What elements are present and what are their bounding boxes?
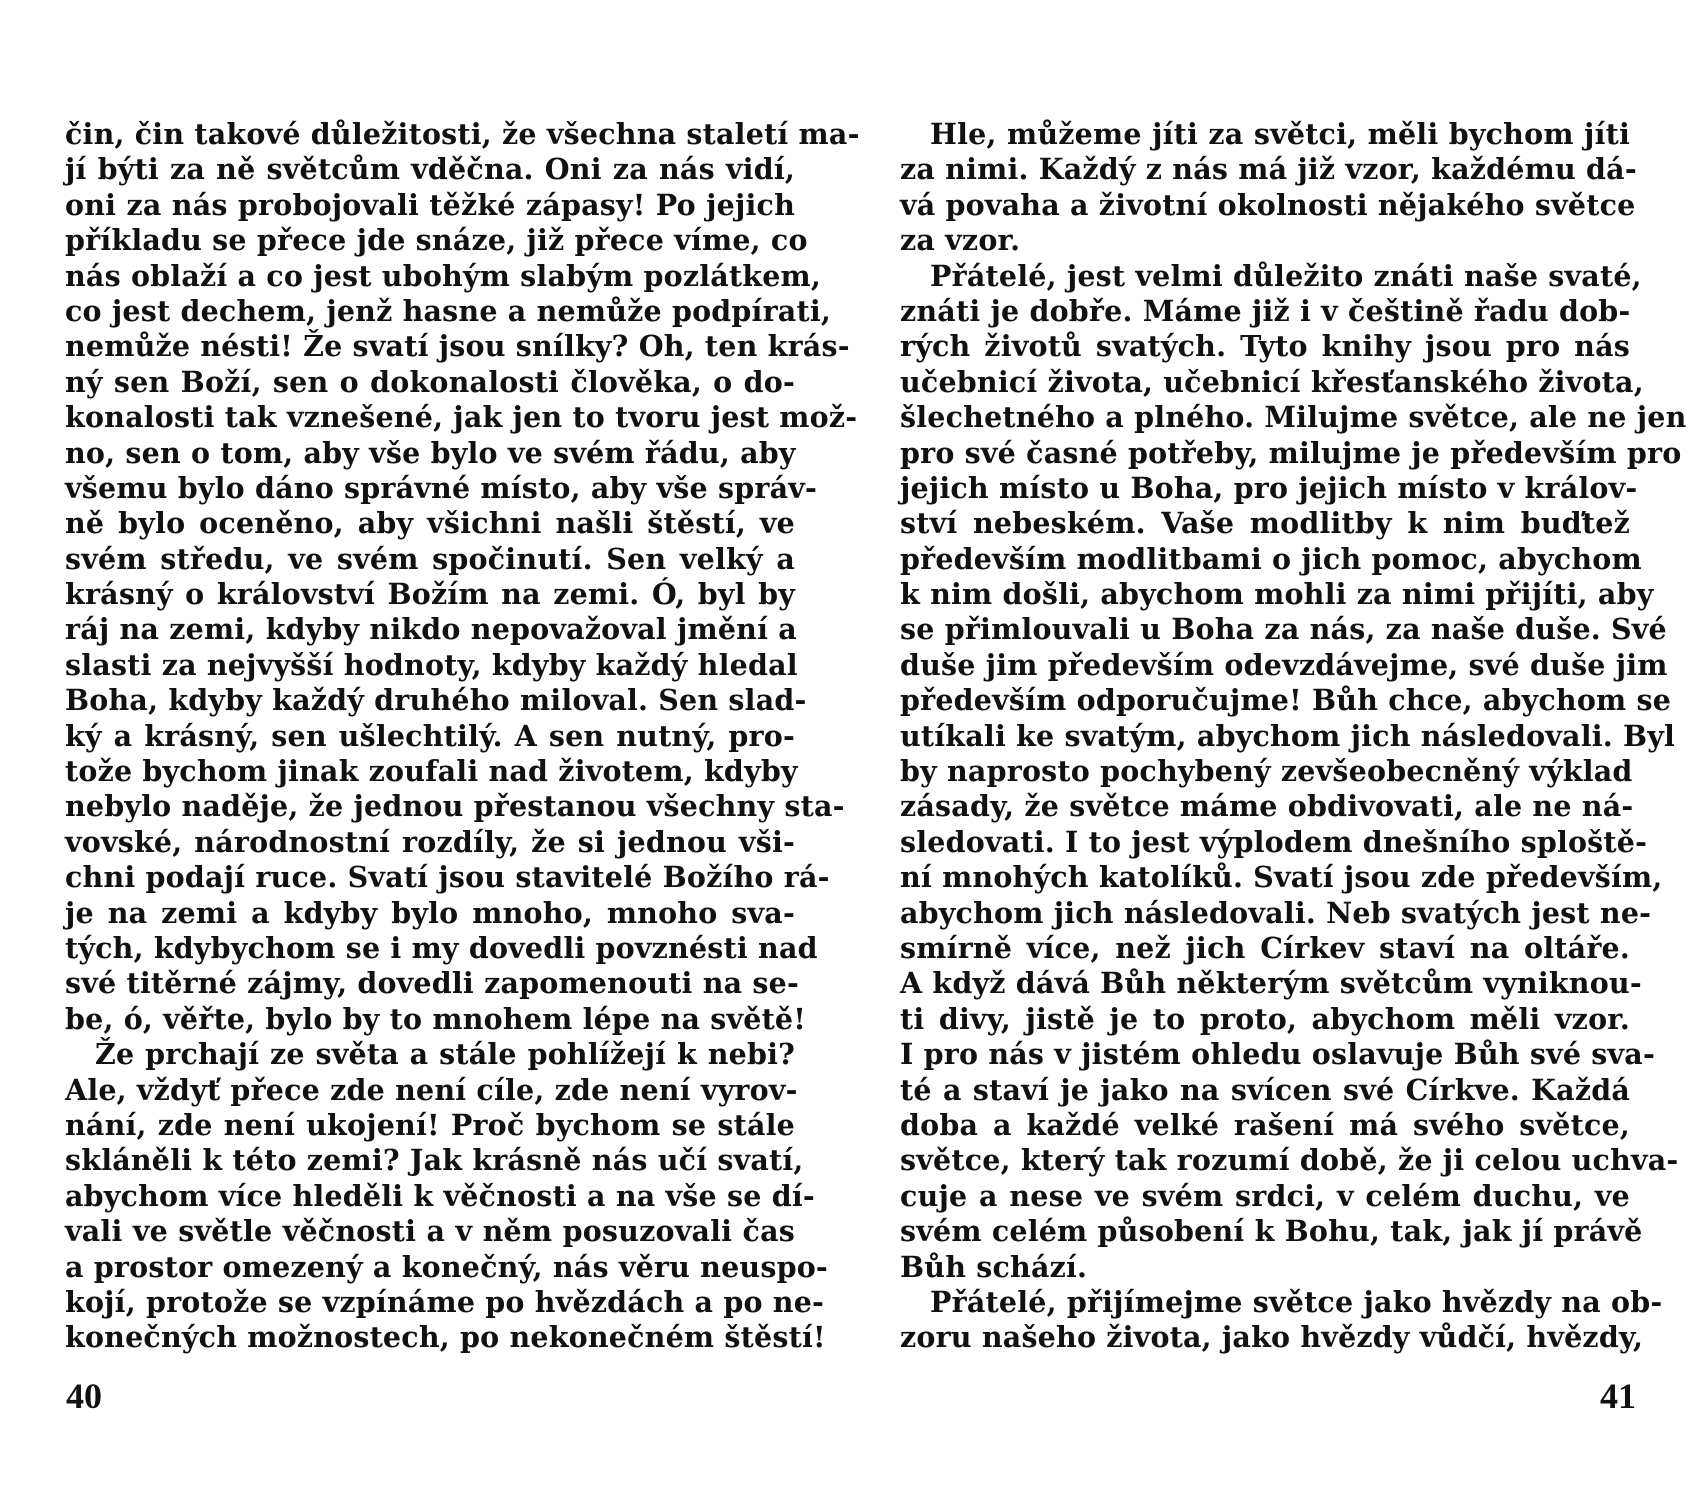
text-line: co jest dechem, jenž hasne a nemůže podpírati, [65,293,831,328]
text-line: konalosti tak vznešené, jak jen to tvoru jest mož- [65,400,858,435]
page-number: 41 [1600,1376,1636,1416]
text-line: sledovati. I to jest výplodem dnešního sploště- [900,824,1648,859]
text-line: nání, zde není ukojení! Proč bychom se stále [65,1107,795,1142]
text-line: A když dává Bůh některým světcům vyniknou- [900,966,1642,1001]
text-line: ráj na zemi, kdyby nikdo nepovažoval jmění a [65,612,797,647]
text-line: jejich místo u Boha, pro jejich místo v králov- [900,470,1638,505]
text-line: ní mnohých katolíků. Svatí jsou zde především, [900,860,1663,895]
text-line: smírně více, než jich Církev staví na oltáře. [900,930,1630,965]
text-line: především odporučujme! Bůh chce, abychom se [900,683,1672,718]
paragraph-first-line: Že prchají ze světa a stále pohlížejí k nebi? [95,1037,795,1072]
text-line: doba a každé velké rašení má svého světce, [900,1107,1630,1142]
text-line: oni za nás probojovali těžké zápasy! Po jejich [65,187,795,222]
text-line: be, ó, věřte, bylo by to mnohem lépe na světě! [65,1001,806,1036]
text-line: nebylo naděje, že jednou přestanou všechny sta- [65,789,845,824]
text-line: své titěrné zájmy, dovedli zapomenouti na se- [65,966,800,1001]
text-line: k nim došli, abychom mohli za nimi přijíti, aby [900,577,1654,612]
text-line: tože bychom jinak zoufali nad životem, kdyby [65,754,798,789]
left-page-text [65,117,860,1356]
right-page-text [900,117,1687,1356]
text-line: nás oblaží a co jest ubohým slabým pozlátkem, [65,258,822,293]
text-line: cuje a nese ve svém srdci, v celém duchu, ve [900,1178,1630,1213]
text-line: učebnicí života, učebnicí křesťanského života, [900,364,1644,399]
text-line: té a staví je jako na svícen své Církve. Každá [900,1072,1630,1107]
paragraph-first-line: Přátelé, jest velmi důležito znáti naše svaté, [930,258,1642,293]
text-line: vovské, národnostní rozdíly, že si jednou vši- [65,824,795,859]
text-line: svém celém působení k Bohu, tak, jak jí právě [900,1214,1643,1249]
text-line: skláněli k této zemi? Jak krásně nás učí svatí, [65,1143,804,1178]
text-line: ství nebeském. Vaše modlitby k nim buďtež [900,506,1630,541]
text-line: příkladu se přece jde snáze, již přece víme, co [65,223,808,258]
text-line: vali ve světle věčnosti a v něm posuzovali čas [65,1214,795,1249]
text-line: no, sen o tom, aby vše bylo ve svém řádu, aby [65,435,796,470]
text-line: pro své časné potřeby, milujme je především pro [900,435,1682,470]
text-line: rých životů svatých. Tyto knihy jsou pro nás [900,329,1630,364]
text-line: kojí, protože se vzpínáme po hvězdách a po ne- [65,1284,825,1319]
text-line: jí býti za ně světcům vděčna. Oni za nás vidí, [65,152,795,187]
text-line: čin, čin takové důležitosti, že všechna staletí ma- [65,117,860,151]
text-line: všemu bylo dáno správné místo, aby vše správ- [65,470,818,505]
text-line: ný sen Boží, sen o dokonalosti člověka, o do- [65,364,795,399]
text-line: se přimlouvali u Boha za nás, za naše duše. Své [900,612,1667,647]
text-line: Bůh schází. [900,1249,1088,1284]
text-line: a prostor omezený a konečný, nás věru neuspo- [65,1249,828,1284]
page-number: 40 [66,1376,102,1416]
text-line: tých, kdybychom se i my dovedli povznésti nad [65,930,818,965]
text-line: duše jim především odevzdávejme, své duše jim [900,647,1668,682]
text-line: zoru našeho života, jako hvězdy vůdčí, hvězdy, [900,1320,1644,1355]
text-line: nemůže nésti! Že svatí jsou snílky? Oh, ten krás- [65,329,850,364]
text-line: abychom více hleděli k věčnosti a na vše se dí- [65,1178,815,1213]
text-line: především modlitbami o jich pomoc, abychom [900,541,1642,576]
text-line: utíkali ke svatým, abychom jich následovali. Byl [900,718,1676,753]
text-line: světce, který tak rozumí době, že ji celou uchva- [900,1143,1679,1178]
text-line: za vzor. [900,223,1021,258]
text-line: vá povaha a životní okolnosti nějakého světce [900,187,1636,222]
text-line: konečných možnostech, po nekonečném štěstí! [65,1320,826,1355]
text-line: za nimi. Každý z nás má již vzor, každému dá- [900,152,1637,187]
text-line: chni podají ruce. Svatí jsou stavitelé Božího rá- [65,860,830,895]
text-line: zásady, že světce máme obdivovati, ale ne ná- [900,789,1634,824]
text-line: slasti za nejvyšší hodnoty, kdyby každý hledal [65,647,798,682]
text-line: I pro nás v jistém ohledu oslavuje Bůh své sva- [900,1037,1655,1072]
text-line: svém středu, ve svém spočinutí. Sen velký a [65,541,795,576]
text-line: Boha, kdyby každý druhého miloval. Sen slad- [65,683,807,718]
text-line: abychom jich následovali. Neb svatých jest ne- [900,895,1652,930]
paragraph-first-line: Přátelé, přijímejme světce jako hvězdy na ob- [930,1284,1663,1319]
text-line: znáti je dobře. Máme již i v češtině řadu dob- [900,293,1631,328]
paragraph-first-line: Hle, můžeme jíti za světci, měli bychom jíti [930,117,1630,151]
right-page [851,0,1702,1500]
text-line: je na zemi a kdyby bylo mnoho, mnoho sva- [65,895,795,930]
text-line: krásný o království Božím na zemi. Ó, byl by [65,577,795,612]
text-line: Ale, vždyť přece zde není cíle, zde není vyrov- [65,1072,798,1107]
text-line: šlechetného a plného. Milujme světce, ale ne jen [900,400,1687,435]
text-line: by naprosto pochybený zevšeobecněný výklad [900,754,1633,789]
text-line: ti divy, jistě je to proto, abychom měli vzor. [900,1001,1630,1036]
text-line: ký a krásný, sen ušlechtilý. A sen nutný, pro- [65,718,795,753]
text-line: ně bylo oceněno, aby všichni našli štěstí, ve [65,506,795,541]
